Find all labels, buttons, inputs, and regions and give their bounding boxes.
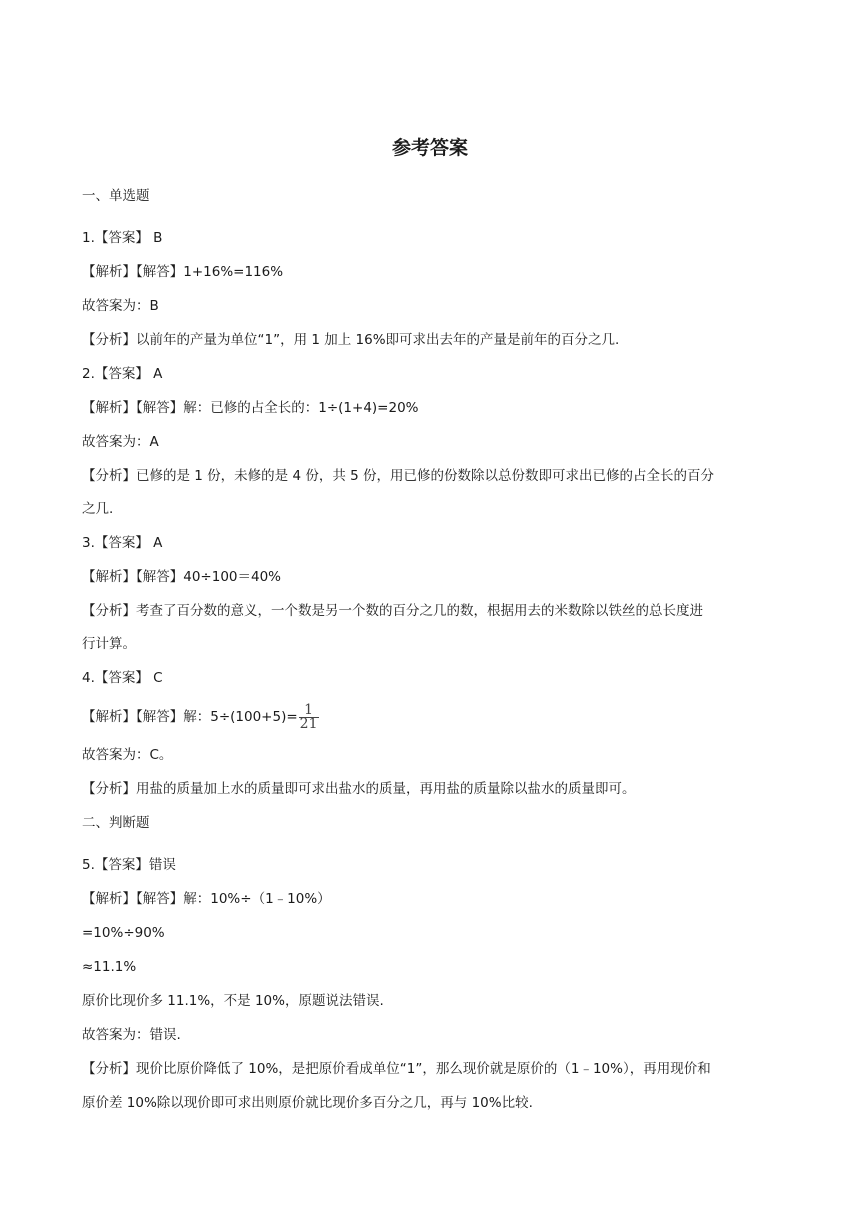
q5-analysis-line2: 原价差 10%除以现价即可求出则原价就比现价多百分之几，再与 10%比较.: [82, 1095, 533, 1111]
q5-statement: 原价比现价多 11.1%，不是 10%，原题说法错误.: [82, 993, 384, 1009]
q2-analysis-line1: 【分析】已修的是 1 份，未修的是 4 份，共 5 份，用已修的份数除以总份数即可求出已修的占全长的百分: [82, 468, 715, 484]
q1-explanation: 【解析】【解答】1+16%=116%: [82, 264, 284, 280]
section-heading-judgement: 二、判断题: [82, 815, 150, 831]
fraction: [299, 701, 319, 732]
q2-analysis-line2: 之几.: [82, 501, 114, 517]
fraction-numerator: 1: [304, 701, 314, 718]
page-title: 参考答案: [391, 137, 468, 159]
q5-step1: =10%÷90%: [82, 925, 165, 941]
q4-conclusion: 故答案为：C。: [82, 747, 173, 763]
q5-answer: 5.【答案】错误: [82, 857, 176, 873]
q1-conclusion: 故答案为：B: [82, 298, 159, 314]
q3-analysis-line1: 【分析】考查了百分数的意义，一个数是另一个数的百分之几的数，根据用去的米数除以铁丝的总长度进: [82, 603, 703, 619]
q5-step2: ≈11.1%: [82, 959, 137, 975]
q1-answer: 1.【答案】 B: [82, 230, 163, 246]
q2-conclusion: 故答案为：A: [82, 434, 159, 450]
q2-answer: 2.【答案】 A: [82, 366, 163, 382]
q3-explanation: 【解析】【解答】40÷100＝40%: [82, 569, 282, 585]
q5-analysis-line1: 【分析】现价比原价降低了 10%，是把原价看成单位“1”，那么现价就是原价的（1﹣10%），再用现价和: [82, 1061, 711, 1077]
q4-analysis: 【分析】用盐的质量加上水的质量即可求出盐水的质量，再用盐的质量除以盐水的质量即可。: [82, 781, 636, 797]
section-heading-single-choice: 一、单选题: [82, 188, 150, 204]
q4-explanation: [82, 703, 782, 731]
q1-analysis: 【分析】以前年的产量为单位“1”，用 1 加上 16%即可求出去年的产量是前年的百分之几.: [82, 332, 620, 348]
q3-answer: 3.【答案】 A: [82, 535, 163, 551]
q3-analysis-line2: 行计算。: [82, 636, 136, 652]
q4-answer: 4.【答案】 C: [82, 670, 163, 686]
q5-conclusion: 故答案为：错误.: [82, 1027, 181, 1043]
q2-explanation: 【解析】【解答】解：已修的占全长的：1÷(1+4)=20%: [82, 400, 419, 416]
q4-explanation-prefix: 【解析】【解答】解：5÷(100+5)=: [82, 709, 298, 725]
q5-explanation: 【解析】【解答】解：10%÷（1﹣10%）: [82, 891, 331, 907]
fraction-denominator: 21: [299, 715, 318, 732]
